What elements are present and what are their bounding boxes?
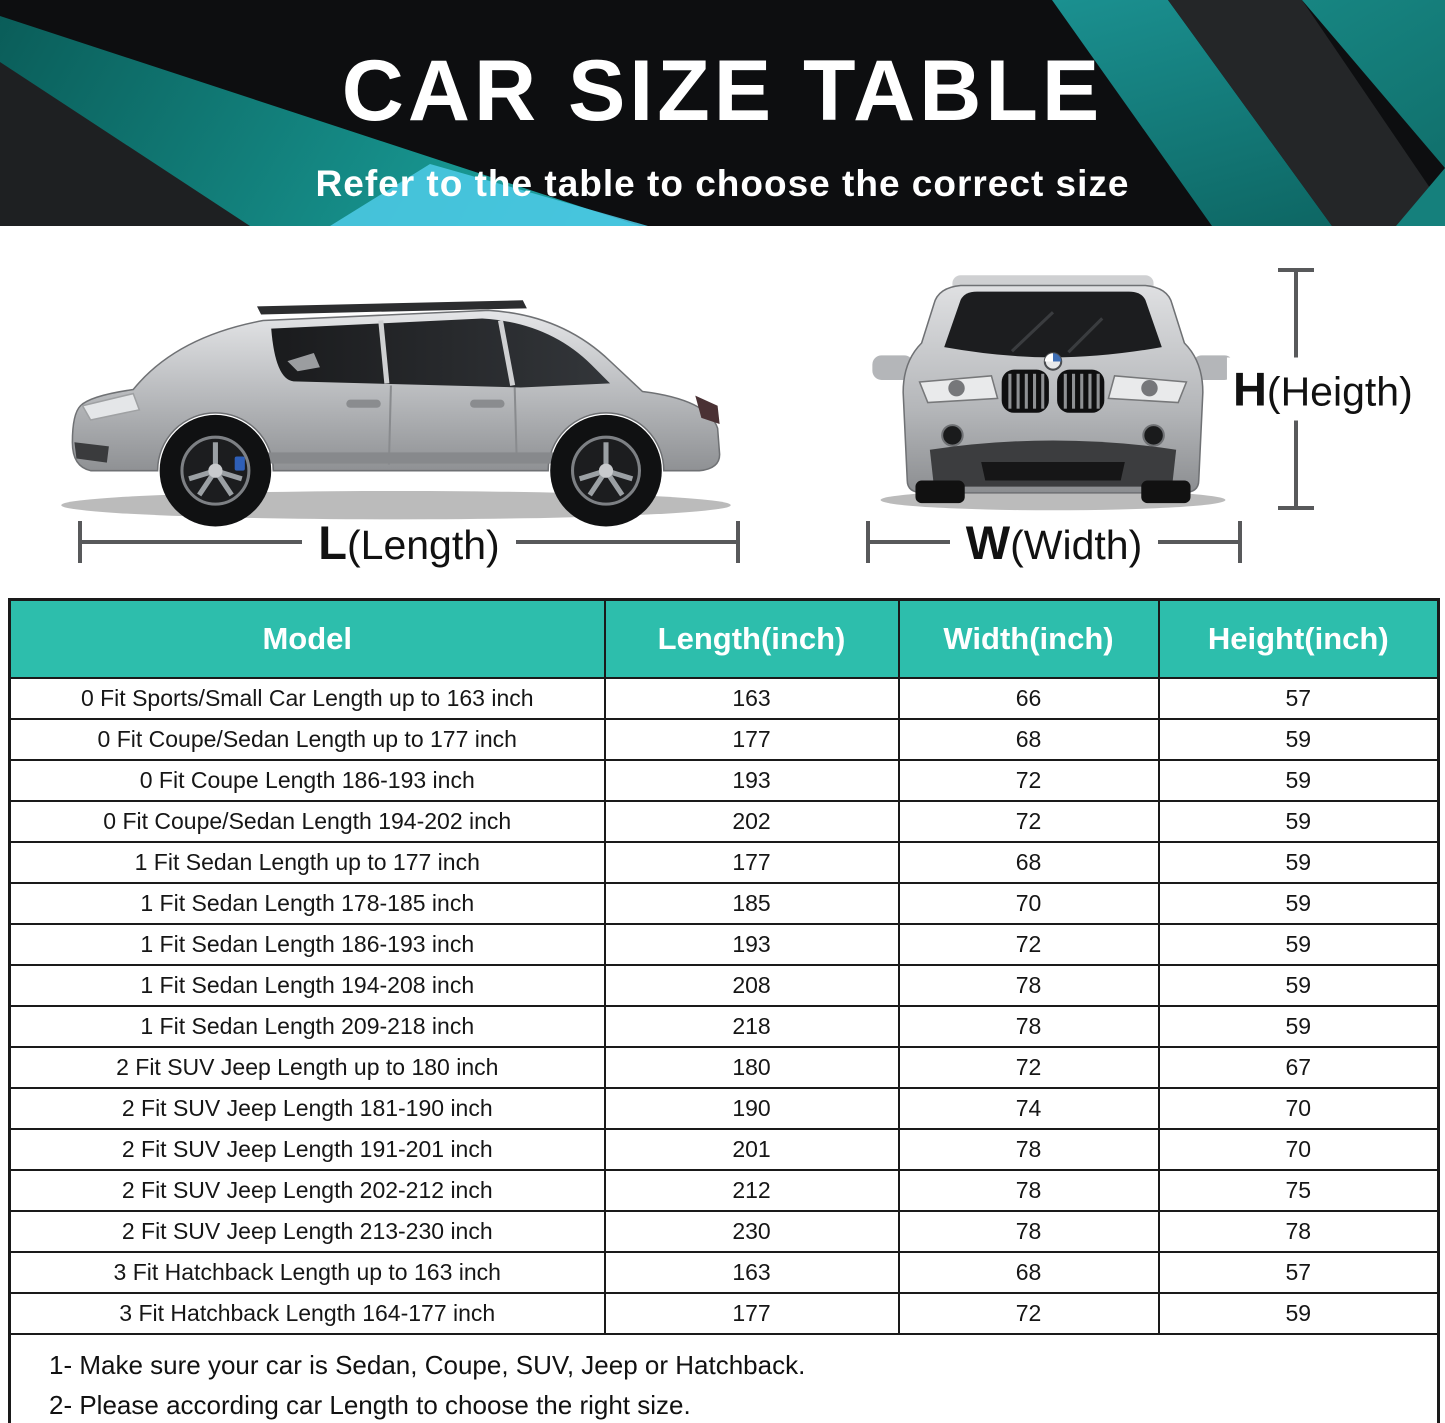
model-cell: 1 Fit Sedan Length 194-208 inch xyxy=(10,965,605,1006)
page-subtitle: Refer to the table to choose the correct size xyxy=(315,163,1130,204)
header-cell-height-inch: Height(inch) xyxy=(1159,600,1439,679)
model-cell: 2 Fit SUV Jeep Length 213-230 inch xyxy=(10,1211,605,1252)
model-cell: 3 Fit Hatchback Length 164-177 inch xyxy=(10,1293,605,1334)
car-size-table xyxy=(8,598,1440,1423)
table-row xyxy=(10,1170,1439,1211)
car-diagram xyxy=(0,226,1445,594)
value-cell: 177 xyxy=(605,1293,899,1334)
model-cell: 1 Fit Sedan Length 209-218 inch xyxy=(10,1006,605,1047)
table-row xyxy=(10,1293,1439,1334)
notes-row xyxy=(10,1334,1439,1423)
width-caption: (Width) xyxy=(1010,521,1143,568)
model-cell: 2 Fit SUV Jeep Length up to 180 inch xyxy=(10,1047,605,1088)
table-row xyxy=(10,965,1439,1006)
header-cell-width-inch: Width(inch) xyxy=(899,600,1159,679)
table-row xyxy=(10,801,1439,842)
value-cell: 72 xyxy=(899,1293,1159,1334)
value-cell: 59 xyxy=(1159,719,1439,760)
value-cell: 163 xyxy=(605,1252,899,1293)
value-cell: 74 xyxy=(899,1088,1159,1129)
value-cell: 177 xyxy=(605,842,899,883)
value-cell: 185 xyxy=(605,883,899,924)
dimension-line xyxy=(870,540,950,544)
table-row xyxy=(10,1211,1439,1252)
model-cell: 2 Fit SUV Jeep Length 181-190 inch xyxy=(10,1088,605,1129)
table-row xyxy=(10,760,1439,801)
value-cell: 72 xyxy=(899,760,1159,801)
width-letter: W xyxy=(965,515,1011,569)
value-cell: 68 xyxy=(899,842,1159,883)
value-cell: 59 xyxy=(1159,1293,1439,1334)
value-cell: 59 xyxy=(1159,801,1439,842)
note-line: 1- Make sure your car is Sedan, Coupe, SUV, Jeep or Hatchback. xyxy=(49,1350,806,1380)
dimension-tick xyxy=(736,521,740,563)
value-cell: 59 xyxy=(1159,924,1439,965)
value-cell: 75 xyxy=(1159,1170,1439,1211)
model-cell: 0 Fit Coupe Length 186-193 inch xyxy=(10,760,605,801)
value-cell: 70 xyxy=(1159,1129,1439,1170)
model-cell: 1 Fit Sedan Length 178-185 inch xyxy=(10,883,605,924)
value-cell: 68 xyxy=(899,719,1159,760)
length-dimension-marker xyxy=(78,515,740,569)
value-cell: 57 xyxy=(1159,1252,1439,1293)
model-cell: 3 Fit Hatchback Length up to 163 inch xyxy=(10,1252,605,1293)
value-cell: 70 xyxy=(1159,1088,1439,1129)
header-cell-model: Model xyxy=(10,600,605,679)
height-letter: H xyxy=(1232,362,1267,416)
dimension-tick xyxy=(1238,521,1242,563)
notes xyxy=(10,1334,1439,1423)
value-cell: 72 xyxy=(899,924,1159,965)
model-cell: 1 Fit Sedan Length up to 177 inch xyxy=(10,842,605,883)
value-cell: 180 xyxy=(605,1047,899,1088)
table-header-row xyxy=(10,600,1439,679)
table-row xyxy=(10,719,1439,760)
value-cell: 201 xyxy=(605,1129,899,1170)
value-cell: 78 xyxy=(899,1211,1159,1252)
table-row xyxy=(10,1047,1439,1088)
value-cell: 57 xyxy=(1159,678,1439,719)
value-cell: 70 xyxy=(899,883,1159,924)
side-view-car-image xyxy=(46,238,746,538)
value-cell: 59 xyxy=(1159,760,1439,801)
value-cell: 59 xyxy=(1159,1006,1439,1047)
length-letter: L xyxy=(318,515,347,569)
table-row xyxy=(10,842,1439,883)
value-cell: 67 xyxy=(1159,1047,1439,1088)
table-row xyxy=(10,1006,1439,1047)
note-line: 2- Please according car Length to choose the right size. xyxy=(49,1390,691,1420)
table-row xyxy=(10,924,1439,965)
value-cell: 208 xyxy=(605,965,899,1006)
length-caption: (Length) xyxy=(347,521,500,568)
value-cell: 59 xyxy=(1159,842,1439,883)
value-cell: 72 xyxy=(899,1047,1159,1088)
value-cell: 212 xyxy=(605,1170,899,1211)
table-row xyxy=(10,1088,1439,1129)
value-cell: 78 xyxy=(899,1129,1159,1170)
model-cell: 0 Fit Coupe/Sedan Length up to 177 inch xyxy=(10,719,605,760)
banner xyxy=(0,0,1445,226)
width-label xyxy=(950,515,1158,570)
value-cell: 78 xyxy=(899,965,1159,1006)
model-cell: 1 Fit Sedan Length 186-193 inch xyxy=(10,924,605,965)
table-row xyxy=(10,678,1439,719)
height-caption: (Heigth) xyxy=(1266,368,1413,415)
value-cell: 193 xyxy=(605,924,899,965)
value-cell: 59 xyxy=(1159,883,1439,924)
dimension-line xyxy=(516,540,736,544)
value-cell: 190 xyxy=(605,1088,899,1129)
dimension-line xyxy=(1158,540,1238,544)
header-cell-length-inch: Length(inch) xyxy=(605,600,899,679)
value-cell: 78 xyxy=(899,1170,1159,1211)
value-cell: 78 xyxy=(899,1006,1159,1047)
value-cell: 193 xyxy=(605,760,899,801)
height-label xyxy=(1227,358,1419,421)
size-table-section xyxy=(8,598,1437,1423)
height-dimension-marker xyxy=(1232,268,1413,510)
dimension-tick xyxy=(1278,506,1314,510)
model-cell: 2 Fit SUV Jeep Length 202-212 inch xyxy=(10,1170,605,1211)
model-cell: 0 Fit Sports/Small Car Length up to 163 inch xyxy=(10,678,605,719)
width-dimension-marker xyxy=(866,515,1242,569)
size-table-body xyxy=(10,678,1439,1334)
value-cell: 78 xyxy=(1159,1211,1439,1252)
value-cell: 202 xyxy=(605,801,899,842)
value-cell: 66 xyxy=(899,678,1159,719)
value-cell: 72 xyxy=(899,801,1159,842)
length-label xyxy=(302,515,515,570)
value-cell: 68 xyxy=(899,1252,1159,1293)
table-row xyxy=(10,1129,1439,1170)
value-cell: 59 xyxy=(1159,965,1439,1006)
value-cell: 218 xyxy=(605,1006,899,1047)
value-cell: 163 xyxy=(605,678,899,719)
value-cell: 230 xyxy=(605,1211,899,1252)
model-cell: 2 Fit SUV Jeep Length 191-201 inch xyxy=(10,1129,605,1170)
table-row xyxy=(10,1252,1439,1293)
dimension-line xyxy=(82,540,302,544)
model-cell: 0 Fit Coupe/Sedan Length 194-202 inch xyxy=(10,801,605,842)
page-title: CAR SIZE TABLE xyxy=(341,43,1104,139)
value-cell: 177 xyxy=(605,719,899,760)
front-view-car-image xyxy=(858,246,1248,518)
table-row xyxy=(10,883,1439,924)
